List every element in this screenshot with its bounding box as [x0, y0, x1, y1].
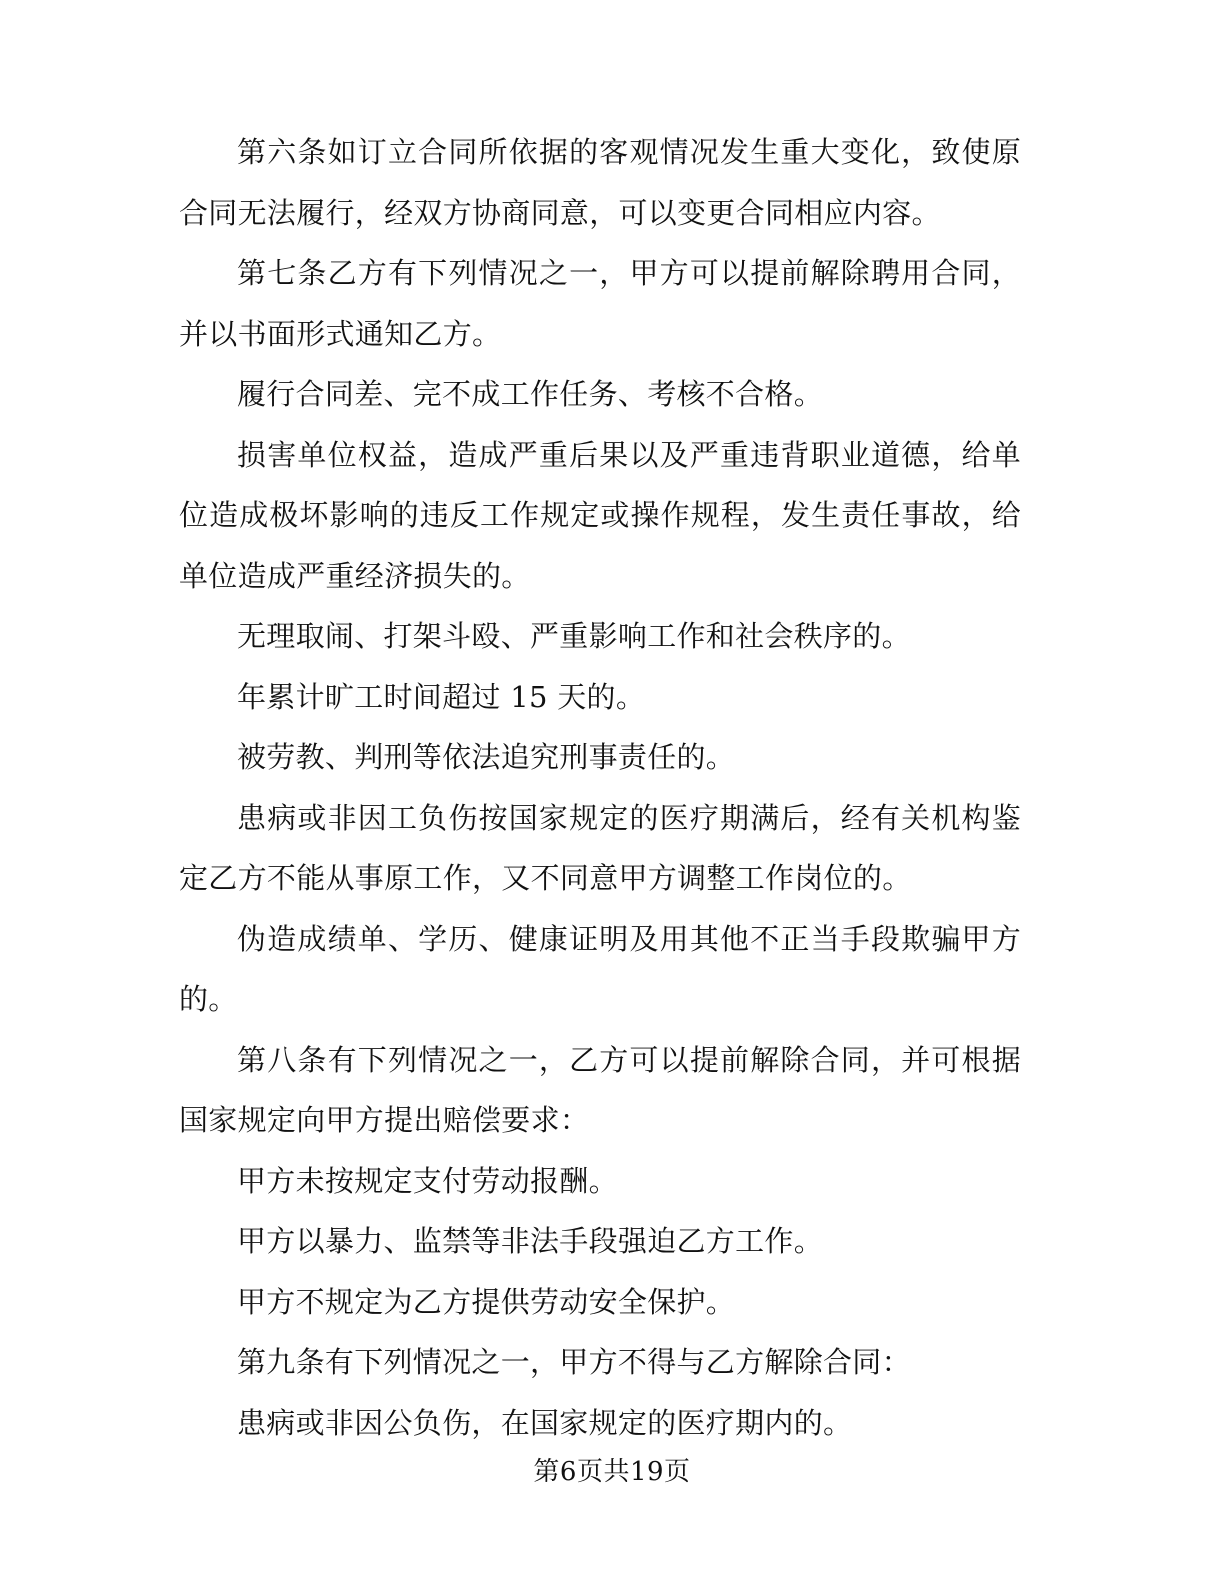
paragraph-item: 患病或非因工负伤按国家规定的医疗期满后，经有关机构鉴定乙方不能从事原工作，又不同意甲方调整工作岗位的。 [179, 800, 1021, 895]
paragraph-item: 患病或非因公负伤，在国家规定的医疗期内的。 [237, 1405, 853, 1440]
paragraph-article-6: 第六条如订立合同所依据的客观情况发生重大变化，致使原合同无法履行，经双方协商同意，可以变更合同相应内容。 [179, 135, 1021, 230]
paragraph-article-7: 第七条乙方有下列情况之一，甲方可以提前解除聘用合同，并以书面形式通知乙方。 [179, 256, 1021, 351]
paragraph-article-9: 第九条有下列情况之一，甲方不得与乙方解除合同： [237, 1345, 911, 1379]
page-number-footer: 第6页共19页 [533, 1457, 691, 1487]
paragraph-item: 损害单位权益，造成严重后果以及严重违背职业道德，给单位造成极坏影响的违反工作规定或操作规程，发生责任事故，给单位造成严重经济损失的。 [179, 437, 1021, 593]
paragraph-item: 甲方未按规定支付劳动报酬。 [237, 1163, 618, 1198]
paragraph-item: 甲方以暴力、监禁等非法手段强迫乙方工作。 [237, 1224, 824, 1258]
paragraph-article-8: 第八条有下列情况之一，乙方可以提前解除合同，并可根据国家规定向甲方提出赔偿要求： [179, 1042, 1021, 1137]
paragraph-item: 甲方不规定为乙方提供劳动安全保护。 [237, 1284, 736, 1319]
document-body [179, 122, 1021, 1453]
paragraph-item: 无理取闹、打架斗殴、严重影响工作和社会秩序的。 [237, 619, 911, 653]
paragraph-item: 伪造成绩单、学历、健康证明及用其他不正当手段欺骗甲方的。 [179, 921, 1021, 1016]
paragraph-item: 被劳教、判刑等依法追究刑事责任的。 [237, 740, 736, 774]
paragraph-item: 履行合同差、完不成工作任务、考核不合格。 [237, 377, 824, 411]
paragraph-item: 年累计旷工时间超过 15 天的。 [237, 679, 646, 714]
